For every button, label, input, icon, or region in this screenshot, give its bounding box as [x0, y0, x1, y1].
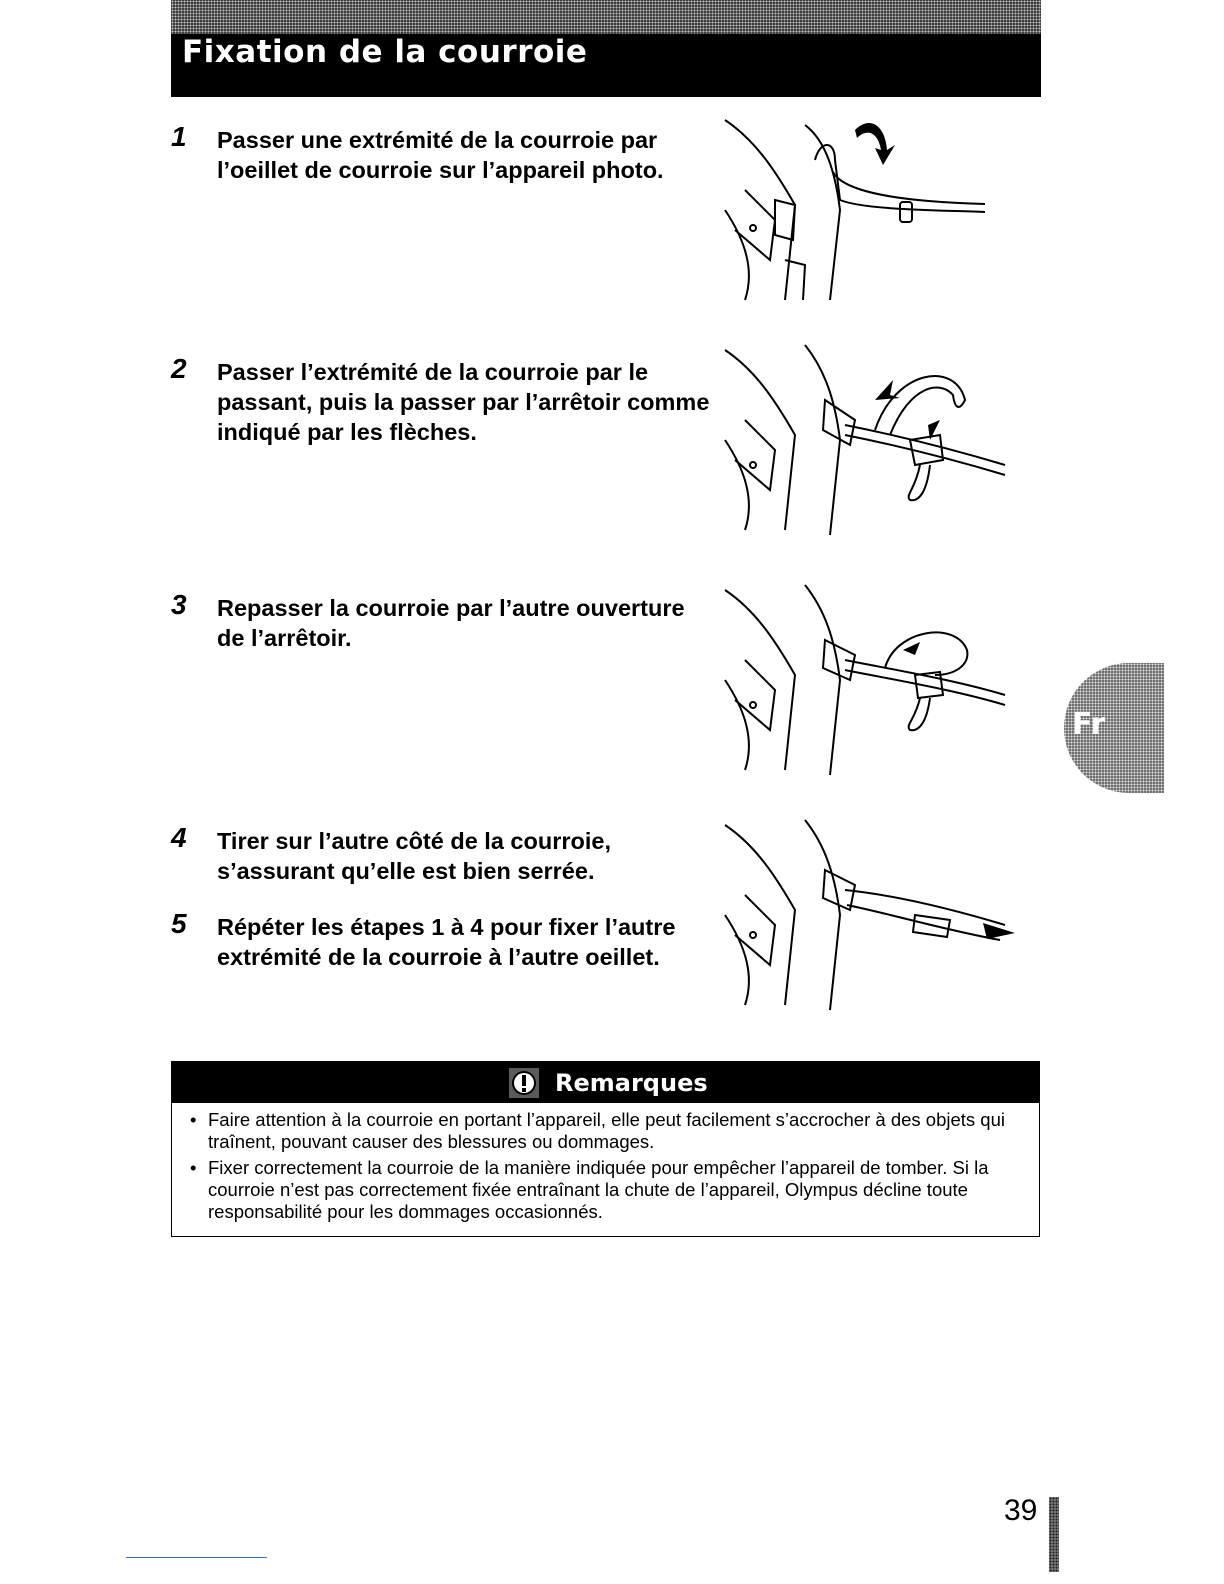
step-number: 1: [171, 121, 187, 152]
notes-header: [172, 1062, 1039, 1103]
notes-box: [171, 1061, 1040, 1237]
note-item: [190, 1109, 1039, 1153]
page-edge-marker: [1049, 1497, 1059, 1572]
page-title: Fixation de la courroie: [182, 34, 588, 70]
step-number: 3: [171, 589, 187, 620]
step-text: Repasser la courroie par l’autre ouverture de l’arrêtoir.: [217, 595, 685, 651]
warning-icon: [509, 1068, 539, 1098]
step-number: 4: [171, 822, 187, 853]
bullet-icon: •: [190, 1109, 197, 1130]
language-tab: [1064, 663, 1164, 793]
note-item: [190, 1157, 1039, 1223]
page-number: 39: [1004, 1494, 1038, 1527]
language-label: Fr: [1072, 707, 1106, 742]
strap-illustration-4: [715, 815, 1015, 1015]
step-text: Passer l’extrémité de la courroie par le passant, puis la passer par l’arrêtoir comme indiqué par les flèches.: [217, 359, 710, 445]
bullet-icon: •: [190, 1157, 197, 1178]
note-text: Faire attention à la courroie en portant l’appareil, elle peut facilement s’accrocher à des objets qui traînent, pouvant causer des blessures ou dommages.: [208, 1109, 1005, 1152]
strap-illustration-2: [715, 340, 1015, 540]
section-header: [171, 0, 1041, 97]
step-text: Tirer sur l’autre côté de la courroie, s’assurant qu’elle est bien serrée.: [217, 828, 611, 884]
strap-illustration-3: [715, 580, 1015, 780]
step-text: Passer une extrémité de la courroie par l’oeillet de courroie sur l’appareil photo.: [217, 127, 664, 183]
header-pattern: [171, 0, 1041, 34]
step-number: 5: [171, 908, 187, 939]
notes-list: [172, 1109, 1039, 1223]
footer-line: [126, 1557, 267, 1558]
step-text: Répéter les étapes 1 à 4 pour fixer l’autre extrémité de la courroie à l’autre oeillet.: [217, 914, 676, 970]
step-number: 2: [171, 353, 187, 384]
notes-title: Remarques: [555, 1069, 708, 1097]
note-text: Fixer correctement la courroie de la manière indiquée pour empêcher l’appareil de tomber. Si la courroie n’est pas correctement fixée entraînant la chute de l’appareil, Olympus décline toute responsabilité pour les dommages occasionnés.: [208, 1157, 989, 1222]
strap-illustration-1: [715, 110, 1015, 310]
